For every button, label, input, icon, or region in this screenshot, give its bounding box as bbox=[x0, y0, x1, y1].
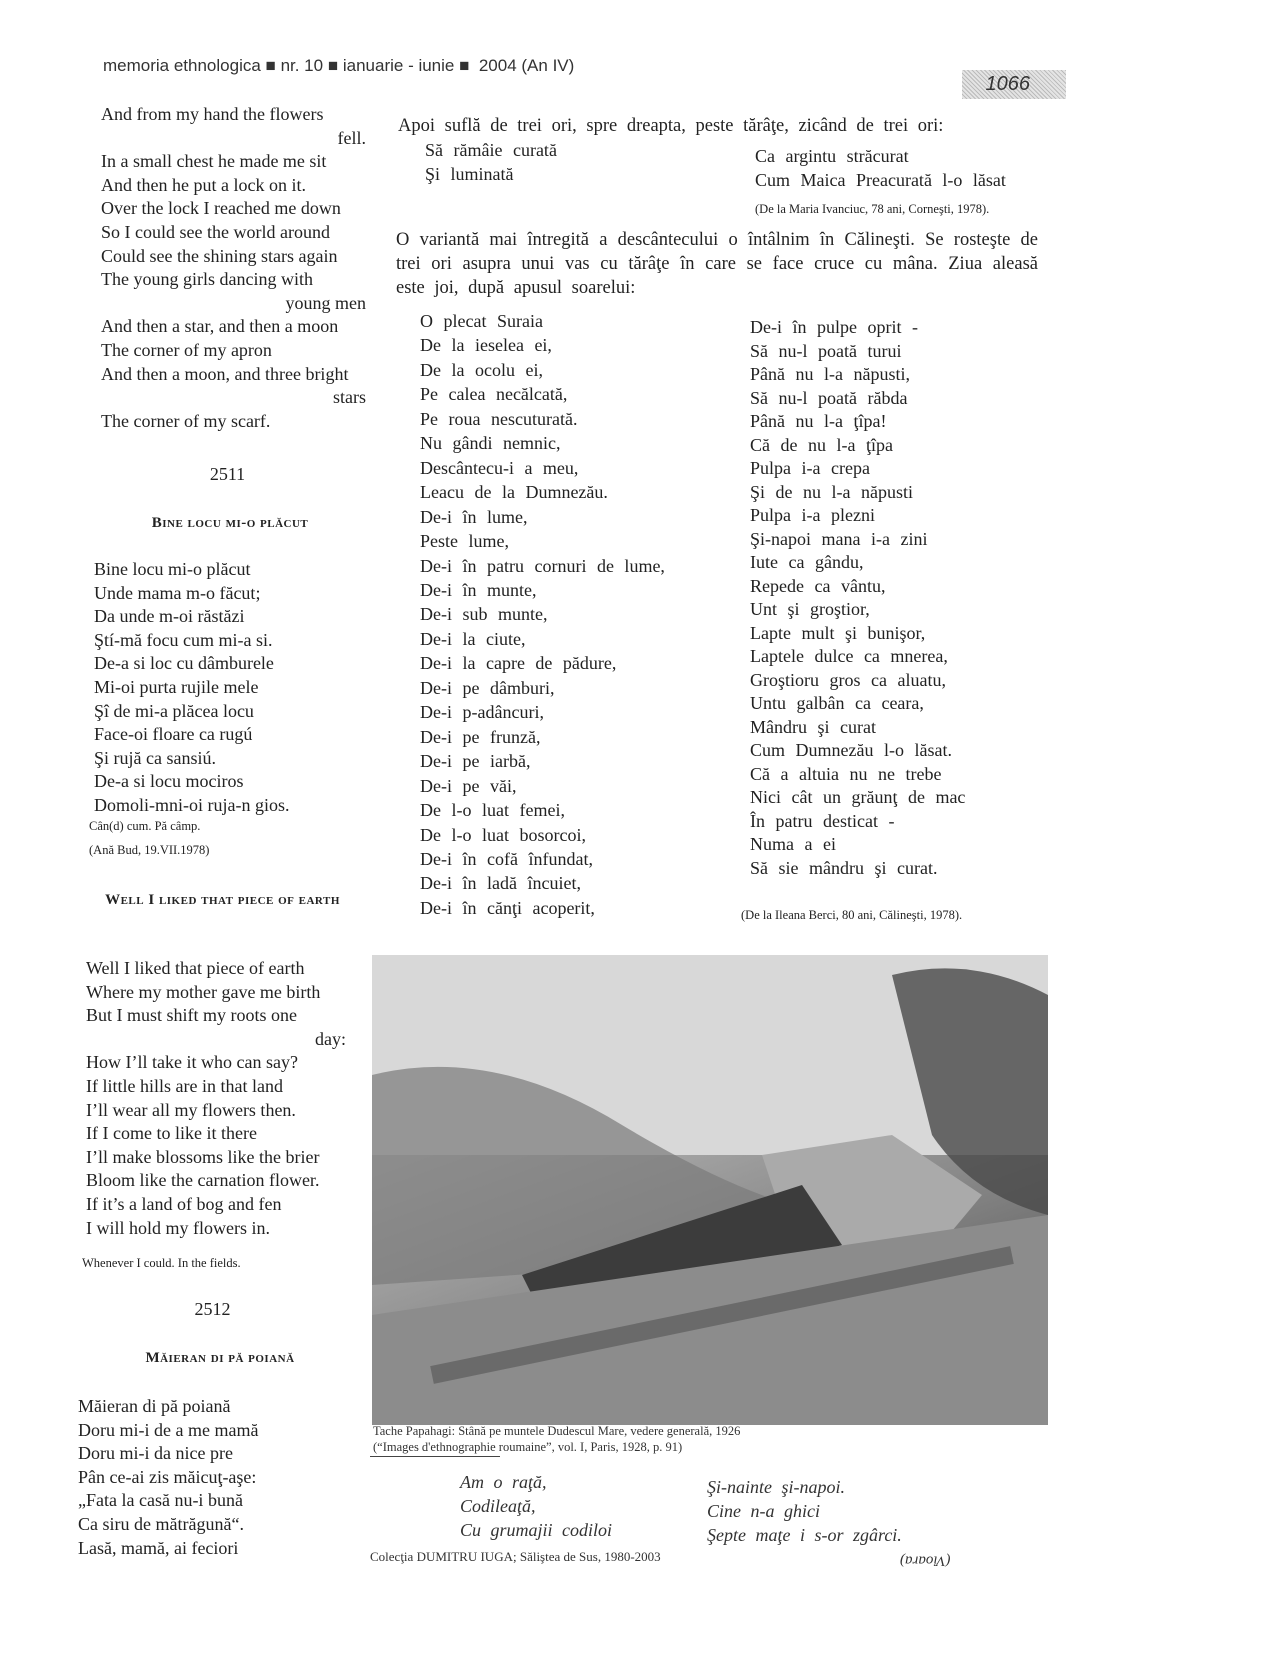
verse-line: Mândru şi curat bbox=[750, 716, 876, 737]
verse-line: Nu gândi nemnic, bbox=[420, 433, 561, 454]
verse-line: Doru mi-i da nice pre bbox=[78, 1443, 233, 1464]
verse-line: Lapte mult şi bunişor, bbox=[750, 622, 926, 643]
verse-line: Şi-nainte şi-napoi. bbox=[707, 1477, 845, 1497]
verse-line: De-a si loc cu dâmburele bbox=[94, 653, 274, 674]
verse-line-continuation: stars bbox=[333, 387, 366, 408]
verse-line: Pân ce-ai zis măicuţ-aşe: bbox=[78, 1466, 257, 1487]
verse-line: Lasă, mamă, ai feciori bbox=[78, 1537, 239, 1558]
poem-note: Cân(d) cum. Pă câmp. bbox=[89, 819, 201, 833]
verse-line: Măieran di pă poiană bbox=[78, 1396, 231, 1416]
verse-line: Numa a ei bbox=[750, 834, 836, 854]
verse-line: Cine n-a ghici bbox=[707, 1501, 820, 1521]
journal-title: memoria ethnologica bbox=[103, 56, 261, 75]
verse-line: Şî de mi-a plăcea locu bbox=[94, 700, 254, 721]
verse-line: Să sie mândru şi curat. bbox=[750, 857, 938, 878]
verse-line: Mi-oi purta rujile mele bbox=[94, 676, 259, 697]
verse-line: O plecat Suraia bbox=[420, 311, 543, 331]
verse-line: The corner of my scarf. bbox=[101, 410, 271, 431]
verse-line: Că a altuia nu ne trebe bbox=[750, 763, 942, 784]
poem-title: Bine locu mi-o plăcut bbox=[151, 515, 309, 531]
photograph-sheepfold bbox=[372, 955, 1048, 1425]
verse-line: Ştí-mă focu cum mi-a si. bbox=[94, 629, 273, 650]
verse-line: The corner of my apron bbox=[101, 339, 272, 360]
verse-line: Leacu de la Dumnezău. bbox=[420, 482, 608, 503]
verse-line: De-i pe frunză, bbox=[420, 726, 541, 747]
verse-line: Pulpa i-a plezni bbox=[750, 505, 875, 525]
verse-line: Doru mi-i de a me mamă bbox=[78, 1419, 259, 1440]
verse-line: De la ocolu ei, bbox=[420, 359, 543, 380]
verse-line: Până nu l-a ţîpa! bbox=[750, 411, 887, 431]
verse-line: If little hills are in that land bbox=[86, 1075, 283, 1096]
verse-line: Şi-napoi mana i-a zini bbox=[750, 528, 928, 549]
verse-line: But I must shift my roots one bbox=[86, 1005, 297, 1026]
verse-line: De-i la ciute, bbox=[420, 628, 526, 649]
issue-period: ianuarie - iunie bbox=[342, 56, 455, 75]
running-header bbox=[103, 56, 574, 76]
poem-number: 2512 bbox=[194, 1299, 231, 1319]
verse-line: În patru desticat - bbox=[750, 810, 895, 831]
verse-line: De l-o luat femei, bbox=[420, 800, 565, 821]
verse-line: De-i în patru cornuri de lume, bbox=[420, 555, 665, 576]
verse-line: I will hold my flowers in. bbox=[86, 1217, 270, 1238]
verse-line: De-i pe văi, bbox=[420, 775, 517, 796]
spell-couplet-right bbox=[755, 145, 1006, 192]
verse-line: De la ieselea ei, bbox=[420, 335, 552, 356]
paragraph: O variantă mai întregită a descântecului o întâlnim în Călineşti. Se rosteşte de trei ori asupra unui vas cu tărâţe în care se face cruce cu mâna. Ziua aleasă este joi, după apusul soarelui: bbox=[396, 230, 1038, 298]
verse-line: Să nu-l poată răbda bbox=[750, 387, 908, 408]
verse-line: Că de nu l-a ţîpa bbox=[750, 434, 893, 455]
photo-illustration bbox=[372, 955, 1048, 1425]
poem-note-english: Whenever I could. In the fields. bbox=[82, 1256, 241, 1270]
verse-line: And then a moon, and three bright bbox=[101, 363, 349, 384]
poem-title: Măieran di pă poiană bbox=[145, 1350, 295, 1366]
verse-line: De-i în munte, bbox=[420, 579, 537, 600]
verse-line: De-i la capre de pădure, bbox=[420, 653, 617, 674]
verse-line: De-i p-adâncuri, bbox=[420, 702, 544, 723]
spell-poem-left bbox=[420, 309, 665, 920]
verse-line: Cum Maica Preacurată l-o lăsat bbox=[755, 169, 1006, 190]
verse-line: De l-o luat bosorcoi, bbox=[420, 824, 586, 845]
verse-line: Să rămâie curată bbox=[425, 140, 557, 160]
verse-line: The young girls dancing with bbox=[101, 269, 313, 290]
bullet: ■ bbox=[327, 56, 339, 75]
issue-year: 2004 (An IV) bbox=[478, 56, 575, 75]
verse-line: In a small chest he made me sit bbox=[101, 151, 327, 172]
verse-line: Nici cât un grăunţ de mac bbox=[750, 787, 966, 807]
verse-line: De-i în pulpe oprit - bbox=[750, 317, 918, 337]
verse-line: Groştioru gros ca aluatu, bbox=[750, 669, 946, 690]
verse-line: Codileaţă, bbox=[460, 1496, 536, 1516]
verse-line: De-i pe dâmburi, bbox=[420, 677, 555, 698]
verse-line: De-a si locu mociros bbox=[94, 771, 244, 792]
verse-line: Face-oi floare ca rugú bbox=[94, 724, 253, 745]
verse-line: Over the lock I reached me down bbox=[101, 198, 341, 219]
verse-line: Da unde m-oi răstăzi bbox=[94, 606, 245, 627]
verse-line: Untu galbân ca ceara, bbox=[750, 693, 924, 713]
verse-line: De-i sub munte, bbox=[420, 604, 548, 625]
intro-text: Apoi suflă de trei ori, spre dreapta, peste tărâţe, zicând de trei ori: bbox=[398, 116, 944, 136]
verse-line: Peste lume, bbox=[420, 531, 509, 552]
poem-romanian bbox=[78, 1395, 358, 1560]
verse-line: Repede ca vântu, bbox=[750, 575, 886, 596]
spell-couplet-left bbox=[425, 139, 557, 186]
verse-line: Domoli-mni-oi ruja-n gios. bbox=[94, 794, 290, 815]
verse-line: Cum Dumnezău l-o lăsat. bbox=[750, 740, 952, 760]
poem-romanian bbox=[94, 558, 364, 818]
photo-caption: Tache Papahagi: Stână pe muntele Dudescul Mare, vedere generală, 1926 bbox=[373, 1424, 741, 1438]
verse-line: Şi de nu l-a năpusti bbox=[750, 481, 913, 502]
verse-line: Bloom like the carnation flower. bbox=[86, 1170, 320, 1191]
riddle-answer: (Vioara) bbox=[900, 1552, 951, 1569]
verse-line: Pe calea necălcată, bbox=[420, 384, 568, 405]
verse-line: „Fata la casă nu-i bună bbox=[78, 1490, 243, 1511]
issue-number: nr. 10 bbox=[280, 56, 324, 75]
verse-line: Am o raţă, bbox=[460, 1472, 547, 1492]
spell-poem-right bbox=[750, 316, 965, 880]
verse-line: De-i în cănţi acoperit, bbox=[420, 897, 595, 918]
verse-line: Şepte maţe i s-or zgârci. bbox=[707, 1525, 902, 1545]
verse-line: Pulpa i-a crepa bbox=[750, 458, 870, 478]
verse-line: Şi rujă ca sansiú. bbox=[94, 747, 216, 768]
poem-title-english: Well I liked that piece of earth bbox=[105, 892, 340, 908]
verse-line: If it’s a land of bog and fen bbox=[86, 1193, 282, 1214]
source-note: (De la Maria Ivanciuc, 78 ani, Corneşti, 1978). bbox=[755, 202, 990, 216]
poem-number: 2511 bbox=[209, 464, 246, 484]
verse-line: Până nu l-a năpusti, bbox=[750, 364, 910, 384]
photo-caption-source: (“Images d'ethnographie roumaine”, vol. I, Paris, 1928, p. 91) bbox=[373, 1440, 683, 1454]
verse-line: Pe roua nescuturată. bbox=[420, 408, 578, 429]
verse-line: How I’ll take it who can say? bbox=[86, 1052, 298, 1073]
verse-line: Unde mama m-o făcut; bbox=[94, 582, 261, 603]
verse-line: So I could see the world around bbox=[101, 221, 330, 242]
verse-line: Şi luminată bbox=[425, 163, 514, 184]
verse-line: Where my mother gave me birth bbox=[86, 981, 321, 1002]
verse-line-continuation: day: bbox=[315, 1028, 346, 1049]
verse-line: Să nu-l poată turui bbox=[750, 340, 902, 361]
verse-line: If I come to like it there bbox=[86, 1123, 257, 1144]
verse-line: I’ll make blossoms like the brier bbox=[86, 1146, 320, 1167]
riddle-left bbox=[460, 1470, 612, 1542]
verse-line: Could see the shining stars again bbox=[101, 245, 338, 266]
verse-line: De-i în cofă înfundat, bbox=[420, 848, 593, 869]
verse-line: De-i în ladă încuiet, bbox=[420, 873, 581, 894]
verse-line: Ca siru de mătrăgună“. bbox=[78, 1513, 244, 1534]
bullet: ■ bbox=[265, 56, 276, 75]
verse-line: Descântecu-i a meu, bbox=[420, 457, 579, 478]
verse-line: Iute ca gându, bbox=[750, 552, 864, 572]
verse-line: De-i în lume, bbox=[420, 506, 528, 527]
verse-line: And from my hand the flowers bbox=[101, 104, 324, 124]
verse-line: And then a star, and then a moon bbox=[101, 316, 339, 337]
verse-line: I’ll wear all my flowers then. bbox=[86, 1099, 296, 1120]
verse-line-continuation: fell. bbox=[337, 127, 366, 148]
verse-line: De-i pe iarbă, bbox=[420, 751, 531, 772]
verse-line-continuation: young men bbox=[285, 292, 366, 313]
verse-line: And then he put a lock on it. bbox=[101, 174, 306, 195]
riddle-right bbox=[707, 1475, 902, 1547]
verse-line: Unt şi groştior, bbox=[750, 599, 870, 619]
poem-english-continued bbox=[101, 103, 366, 433]
verse-line: Well I liked that piece of earth bbox=[86, 958, 305, 978]
verse-line: Laptele dulce ca mnerea, bbox=[750, 646, 948, 666]
verse-line: Cu grumajii codiloi bbox=[460, 1520, 613, 1540]
source-note: (De la Ileana Berci, 80 ani, Călineşti, 1978). bbox=[741, 908, 963, 922]
caption-rule bbox=[370, 1456, 500, 1457]
collection-note: Colecţia DUMITRU IUGA; Săliştea de Sus, 1980-2003 bbox=[370, 1549, 661, 1564]
verse-line: Bine locu mi-o plăcut bbox=[94, 559, 251, 579]
page-number: 1066 bbox=[962, 70, 1066, 99]
bullet: ■ bbox=[459, 56, 470, 75]
poem-english bbox=[86, 957, 346, 1240]
verse-line: Ca argintu străcurat bbox=[755, 146, 909, 166]
poem-source: (Ană Bud, 19.VII.1978) bbox=[89, 843, 210, 857]
